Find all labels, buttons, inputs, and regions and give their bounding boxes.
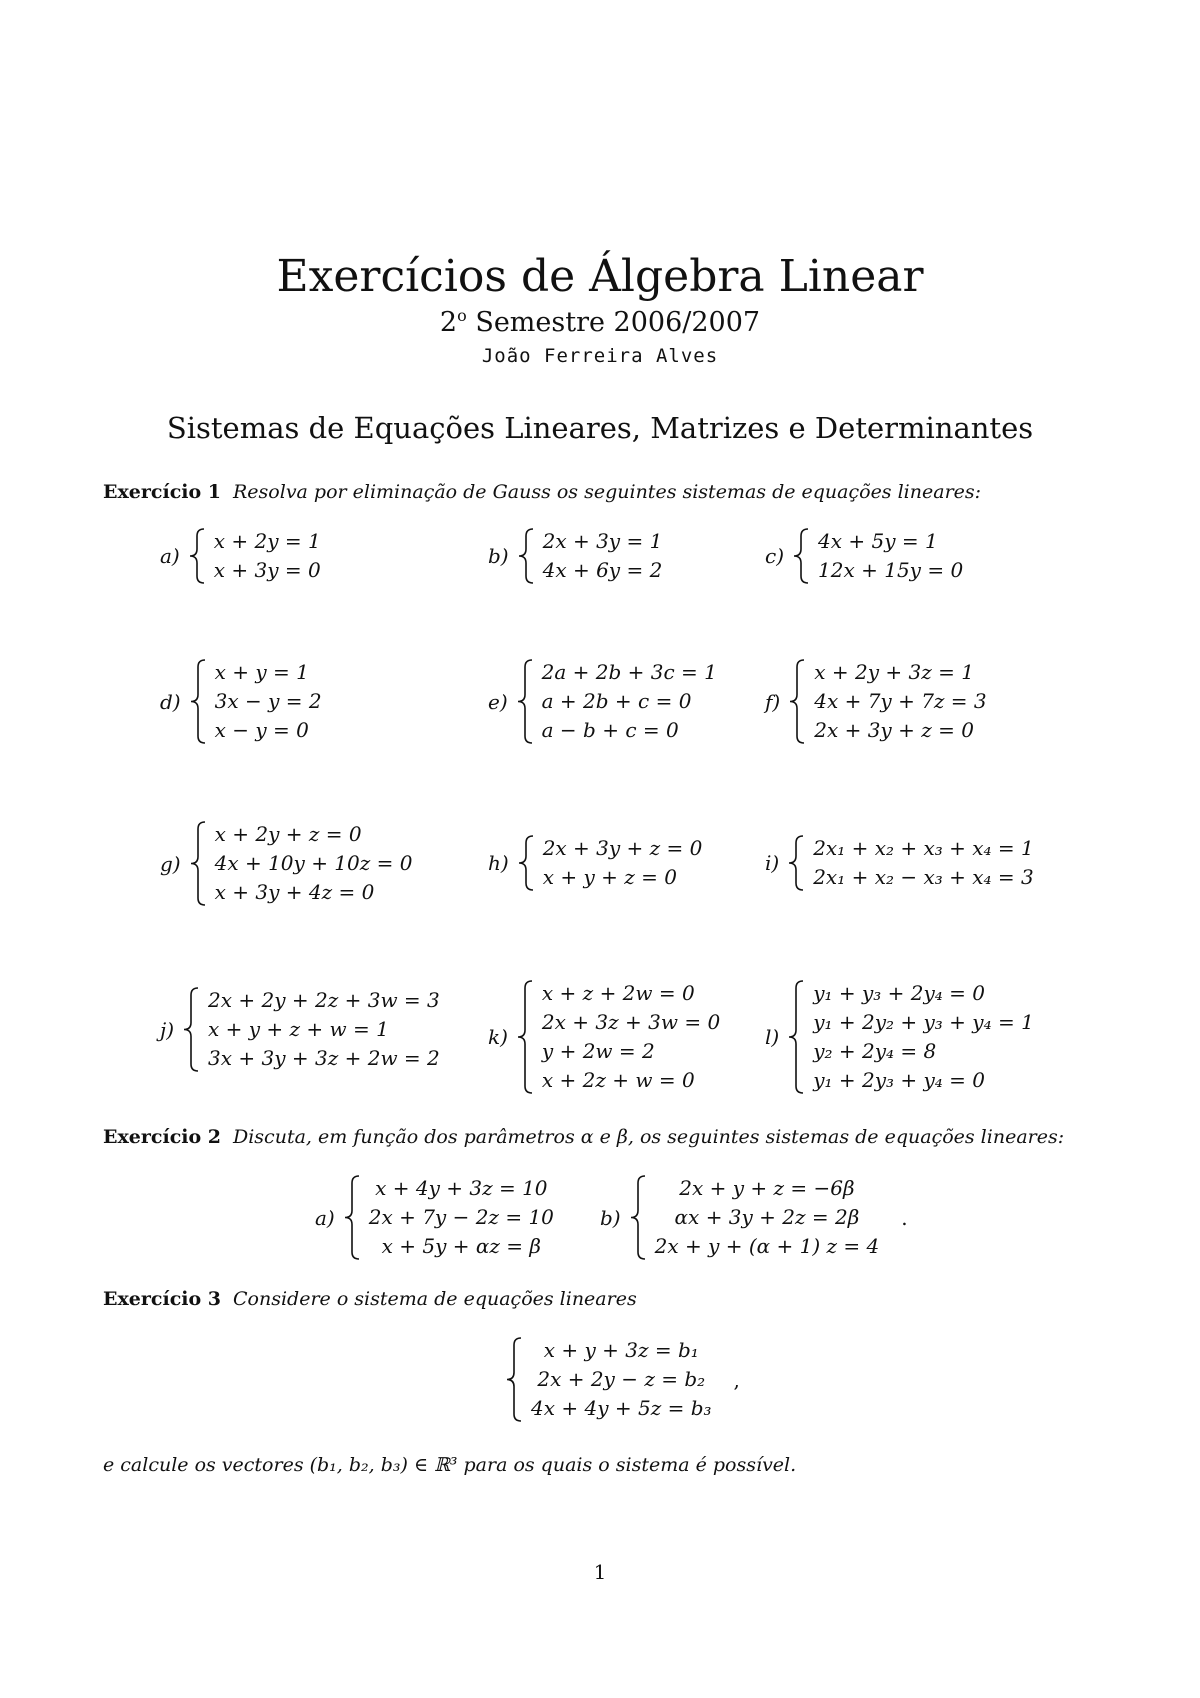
system-label: l) [765,1025,780,1049]
equation: x + 3y = 0 [213,558,321,582]
system-label: k) [488,1025,508,1049]
exercise-3-text: Considere o sistema de equações lineares [233,1288,637,1310]
equation: 2x + y + z = −6β [679,1176,855,1200]
system-1c [765,527,963,585]
system-label: a) [315,1205,335,1230]
system-1i [765,834,1034,892]
system-1h [488,834,702,892]
punctuation: . [901,1205,908,1230]
equation: x + y + z + w = 1 [208,1017,389,1041]
page-number: 1 [593,1560,607,1584]
equation: x + 3y + 4z = 0 [214,880,375,904]
equation: x + y = 1 [214,660,309,684]
system-1e [488,658,717,745]
exercise-2-statement [103,1128,1143,1147]
left-brace [787,834,805,892]
exercise-2-text: Discuta, em função dos parâmetros α e β, os seguintes sistemas de equações lineares: [233,1126,1065,1148]
equation: 2x + 3y + z = 0 [542,836,703,860]
left-brace [629,1174,647,1261]
equation: 2x + 3y + z = 0 [814,718,974,742]
equation: 2x + 3y = 1 [542,529,663,553]
system-label: b) [488,544,509,568]
equation: 2x + 2y − z = b₂ [537,1367,706,1391]
system-label: a) [160,544,180,568]
equation: 3x + 3y + 3z + 2w = 2 [208,1046,440,1070]
equation: αx + 3y + 2z = 2β [674,1205,860,1229]
equation: x − y = 0 [214,718,309,742]
equation: y₁ + 2y₂ + y₃ + y₄ = 1 [813,1010,1034,1034]
exercise-2-label: Exercício 2 [103,1126,221,1148]
system-label: e) [488,689,508,714]
left-brace [517,834,535,892]
left-brace [516,979,534,1095]
equation: x + z + 2w = 0 [541,981,695,1005]
equation: 12x + 15y = 0 [818,558,964,582]
equation: x + y + z = 0 [542,865,677,889]
equation: y₁ + y₃ + 2y₄ = 0 [813,981,986,1005]
equation: y₁ + 2y₃ + y₄ = 0 [813,1068,986,1092]
system-2b [600,1174,908,1261]
system-label: g) [160,851,181,876]
equation: 2x₁ + x₂ + x₃ + x₄ = 1 [813,836,1034,860]
system-1a [160,527,321,585]
equation: 4x + 6y = 2 [542,558,663,582]
page-title: Exercícios de Álgebra Linear [276,251,924,302]
semester-line [0,308,1200,336]
equation: 4x + 10y + 10z = 0 [214,851,413,875]
left-brace [517,527,535,585]
equation: x + 5y + αz = β [381,1234,541,1258]
exercise-3-closing-text: e calcule os vectores (b₁, b₂, b₃) ∈ ℝ³ para os quais o sistema é possível. [103,1454,797,1476]
equation: 4x + 5y = 1 [818,529,938,553]
system-1f [765,658,987,745]
punctuation: , [733,1367,740,1392]
equation: x + 2y + z = 0 [214,822,362,846]
system-label: c) [765,544,785,568]
left-brace [787,979,805,1095]
left-brace [343,1174,361,1261]
system-label: b) [600,1205,621,1230]
equation: a − b + c = 0 [541,718,679,742]
semester-text: Semestre 2006/2007 [466,307,761,338]
system-1d [160,658,322,745]
system-label: i) [765,851,780,875]
equation: 2x + y + (α + 1) z = 4 [654,1234,880,1258]
semester-ordinal: o [457,306,467,325]
system-label: d) [160,689,181,714]
section-heading: Sistemas de Equações Lineares, Matrizes e Determinantes [166,411,1034,445]
system-1g [160,820,413,907]
exercise-1-text: Resolva por eliminação de Gauss os seguintes sistemas de equações lineares: [233,481,982,503]
equation: y₂ + 2y₄ = 8 [813,1039,937,1063]
system-3 [505,1336,740,1423]
exercise-1-statement [103,483,1143,502]
system-label: h) [488,851,509,875]
equation: x + 2z + w = 0 [541,1068,695,1092]
equation: 2x₁ + x₂ − x₃ + x₄ = 3 [813,865,1034,889]
left-brace [792,527,810,585]
equation: 2x + 3z + 3w = 0 [541,1010,721,1034]
exercise-1-label: Exercício 1 [103,481,221,503]
equation: 2a + 2b + 3c = 1 [541,660,717,684]
equation: x + 4y + 3z = 10 [375,1176,548,1200]
equation: 4x + 7y + 7z = 3 [814,689,987,713]
equation: 2x + 2y + 2z + 3w = 3 [208,988,440,1012]
equation: 2x + 7y − 2z = 10 [368,1205,554,1229]
system-label: j) [160,1017,175,1042]
exercise-3-statement [103,1290,1143,1309]
equation: x + 2y = 1 [213,529,321,553]
system-1j [160,986,440,1073]
left-brace [182,986,200,1073]
system-label: f) [765,689,781,714]
left-brace [505,1336,523,1423]
system-2a [315,1174,554,1261]
system-1l [765,979,1034,1095]
left-brace [188,527,206,585]
equation: x + 2y + 3z = 1 [814,660,974,684]
equation: 4x + 4y + 5z = b₃ [531,1396,712,1420]
equation: x + y + 3z = b₁ [543,1338,699,1362]
system-1k [488,979,720,1095]
left-brace [516,658,534,745]
equation: 3x − y = 2 [214,689,322,713]
left-brace [189,658,207,745]
system-1b [488,527,662,585]
left-brace [788,658,806,745]
semester-number: 2 [439,307,458,338]
equation: y + 2w = 2 [541,1039,655,1063]
author: João Ferreira Alves [481,345,719,367]
equation: a + 2b + c = 0 [541,689,692,713]
exercise-3-label: Exercício 3 [103,1288,221,1310]
left-brace [189,820,207,907]
